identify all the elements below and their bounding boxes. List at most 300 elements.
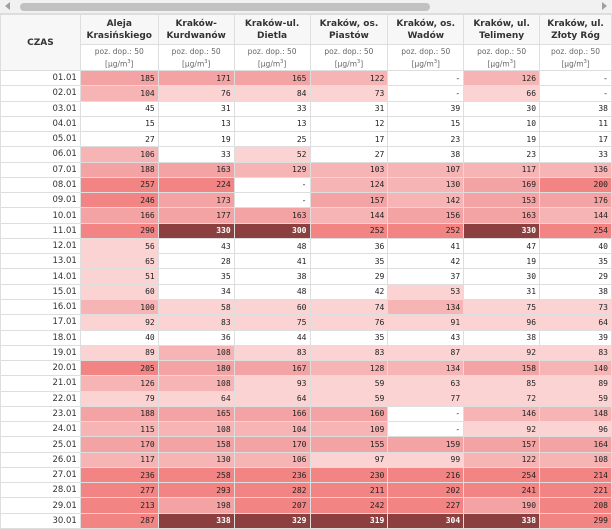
value-cell: 96 (464, 315, 540, 330)
value-cell: 97 (310, 452, 388, 467)
value-cell: 53 (388, 284, 464, 299)
value-cell: 293 (158, 483, 234, 498)
scrollbar-thumb[interactable] (20, 3, 430, 11)
table-row (1, 193, 612, 208)
limit-unit-label: poz. dop.: 50 $[\mu g/m^3]$ (388, 45, 464, 71)
row-date: 23.01 (1, 406, 81, 421)
value-cell: 99 (388, 452, 464, 467)
value-cell: 47 (464, 238, 540, 253)
station-name-line2: Krasińskiego (86, 30, 152, 41)
station-name-line2: Dietla (257, 30, 288, 41)
value-cell: 65 (80, 254, 158, 269)
table-row (1, 132, 612, 147)
station-name-line2: Wadów (407, 30, 445, 41)
table-row (1, 361, 612, 376)
value-cell: 38 (540, 284, 612, 299)
table-row (1, 406, 612, 421)
value-cell: 170 (234, 437, 310, 452)
value-cell: 130 (158, 452, 234, 467)
value-cell: 41 (234, 254, 310, 269)
row-date: 24.01 (1, 422, 81, 437)
value-cell: 126 (464, 71, 540, 86)
value-cell: 48 (234, 238, 310, 253)
row-date: 26.01 (1, 452, 81, 467)
value-cell: 89 (540, 376, 612, 391)
station-name-line2: Kurdwanów (166, 30, 226, 41)
value-cell: 140 (540, 361, 612, 376)
table-row (1, 299, 612, 314)
value-cell: 108 (158, 376, 234, 391)
table-row (1, 315, 612, 330)
value-cell: 126 (80, 376, 158, 391)
value-cell: 64 (540, 315, 612, 330)
value-cell: 39 (540, 330, 612, 345)
row-date: 22.01 (1, 391, 81, 406)
value-cell: 108 (540, 452, 612, 467)
value-cell: 19 (158, 132, 234, 147)
value-cell: 160 (310, 406, 388, 421)
value-cell: 29 (540, 269, 612, 284)
value-cell: 41 (388, 238, 464, 253)
table-row (1, 452, 612, 467)
value-cell: 35 (310, 254, 388, 269)
value-cell: 242 (310, 498, 388, 513)
value-cell: 257 (80, 177, 158, 192)
value-cell: 59 (540, 391, 612, 406)
value-cell: 104 (234, 422, 310, 437)
scroll-right-arrow-icon[interactable] (602, 2, 607, 10)
table-row (1, 467, 612, 482)
row-date: 05.01 (1, 132, 81, 147)
value-cell: - (234, 177, 310, 192)
table-row (1, 376, 612, 391)
table-row (1, 162, 612, 177)
value-cell: 40 (80, 330, 158, 345)
value-cell: 224 (158, 177, 234, 192)
value-cell: 214 (540, 467, 612, 482)
value-cell: 122 (464, 452, 540, 467)
value-cell: 252 (310, 223, 388, 238)
row-date: 18.01 (1, 330, 81, 345)
row-date: 20.01 (1, 361, 81, 376)
table-row (1, 284, 612, 299)
value-cell: 36 (158, 330, 234, 345)
row-date: 06.01 (1, 147, 81, 162)
station-header[interactable] (310, 15, 388, 45)
value-cell: 258 (158, 467, 234, 482)
value-cell: 129 (234, 162, 310, 177)
value-cell: 190 (464, 498, 540, 513)
row-date: 10.01 (1, 208, 81, 223)
row-date: 12.01 (1, 238, 81, 253)
table-row (1, 391, 612, 406)
scroll-left-arrow-icon[interactable] (5, 2, 10, 10)
pollution-table (0, 14, 612, 529)
value-cell: 43 (388, 330, 464, 345)
value-cell: 83 (158, 315, 234, 330)
table-row (1, 177, 612, 192)
value-cell: 64 (158, 391, 234, 406)
station-header[interactable] (80, 15, 158, 45)
value-cell: 290 (80, 223, 158, 238)
value-cell: 43 (158, 238, 234, 253)
value-cell: 27 (80, 132, 158, 147)
value-cell: 144 (540, 208, 612, 223)
value-cell: 17 (540, 132, 612, 147)
value-cell: 166 (234, 406, 310, 421)
value-cell: 221 (540, 483, 612, 498)
value-cell: 33 (540, 147, 612, 162)
value-cell: 173 (158, 193, 234, 208)
value-cell: 277 (80, 483, 158, 498)
value-cell: 36 (310, 238, 388, 253)
value-cell: 100 (80, 299, 158, 314)
value-cell: 236 (234, 467, 310, 482)
station-name-line1: Kraków, os. (396, 18, 456, 29)
table-row (1, 483, 612, 498)
value-cell: 106 (80, 147, 158, 162)
value-cell: 63 (388, 376, 464, 391)
value-cell: 93 (234, 376, 310, 391)
value-cell: 40 (540, 238, 612, 253)
value-cell: - (388, 86, 464, 101)
row-date: 04.01 (1, 116, 81, 131)
table-row (1, 330, 612, 345)
value-cell: 134 (388, 299, 464, 314)
value-cell: 330 (158, 223, 234, 238)
value-cell: 124 (310, 177, 388, 192)
value-cell: 17 (310, 132, 388, 147)
row-date: 17.01 (1, 315, 81, 330)
value-cell: 33 (234, 101, 310, 116)
value-cell: 23 (388, 132, 464, 147)
value-cell: 115 (80, 422, 158, 437)
value-cell: 92 (464, 422, 540, 437)
value-cell: 15 (80, 116, 158, 131)
value-cell: 299 (540, 513, 612, 528)
value-cell: 134 (388, 361, 464, 376)
value-cell: 213 (80, 498, 158, 513)
value-cell: 72 (464, 391, 540, 406)
value-cell: 35 (158, 269, 234, 284)
value-cell: - (388, 406, 464, 421)
value-cell: 185 (80, 71, 158, 86)
value-cell: 31 (158, 101, 234, 116)
station-name-line1: Aleja (106, 18, 132, 29)
value-cell: 83 (310, 345, 388, 360)
value-cell: 155 (310, 437, 388, 452)
row-date: 02.01 (1, 86, 81, 101)
value-cell: 31 (310, 101, 388, 116)
station-name-line1: Kraków- (175, 18, 217, 29)
value-cell: 15 (388, 116, 464, 131)
limit-unit-label: poz. dop.: 50 $[\mu g/m^3]$ (80, 45, 158, 71)
table-row (1, 269, 612, 284)
value-cell: 254 (540, 223, 612, 238)
value-cell: 59 (310, 376, 388, 391)
value-cell: 76 (158, 86, 234, 101)
horizontal-scrollbar[interactable] (0, 0, 612, 14)
value-cell: 83 (540, 345, 612, 360)
value-cell: 44 (234, 330, 310, 345)
value-cell: - (388, 422, 464, 437)
station-name-line2: Telimeny (479, 30, 525, 41)
value-cell: 59 (310, 391, 388, 406)
value-cell: 91 (388, 315, 464, 330)
value-cell: 165 (158, 406, 234, 421)
value-cell: 246 (80, 193, 158, 208)
value-cell: - (540, 86, 612, 101)
value-cell: 109 (310, 422, 388, 437)
value-cell: 180 (158, 361, 234, 376)
value-cell: 330 (464, 223, 540, 238)
value-cell: 338 (464, 513, 540, 528)
value-cell: 163 (464, 208, 540, 223)
row-date: 07.01 (1, 162, 81, 177)
value-cell: 103 (310, 162, 388, 177)
row-date: 27.01 (1, 467, 81, 482)
value-cell: 163 (234, 208, 310, 223)
value-cell: 38 (234, 269, 310, 284)
value-cell: 56 (80, 238, 158, 253)
row-date: 14.01 (1, 269, 81, 284)
value-cell: 188 (80, 406, 158, 421)
station-header[interactable] (464, 15, 540, 45)
value-cell: 329 (234, 513, 310, 528)
value-cell: 188 (80, 162, 158, 177)
value-cell: 200 (540, 177, 612, 192)
value-cell: 77 (388, 391, 464, 406)
value-cell: 157 (310, 193, 388, 208)
value-cell: 148 (540, 406, 612, 421)
value-cell: 73 (540, 299, 612, 314)
value-cell: 89 (80, 345, 158, 360)
value-cell: 108 (158, 422, 234, 437)
station-header[interactable] (158, 15, 234, 45)
row-date: 15.01 (1, 284, 81, 299)
value-cell: 338 (158, 513, 234, 528)
value-cell: 227 (388, 498, 464, 513)
value-cell: 85 (464, 376, 540, 391)
value-cell: 33 (158, 147, 234, 162)
table-row (1, 422, 612, 437)
value-cell: 136 (540, 162, 612, 177)
value-cell: 158 (464, 361, 540, 376)
value-cell: 13 (158, 116, 234, 131)
station-header[interactable] (540, 15, 612, 45)
value-cell: 205 (80, 361, 158, 376)
value-cell: 75 (464, 299, 540, 314)
value-cell: 75 (234, 315, 310, 330)
value-cell: 142 (388, 193, 464, 208)
value-cell: 169 (464, 177, 540, 192)
value-cell: 37 (388, 269, 464, 284)
table-row (1, 71, 612, 86)
value-cell: 23 (464, 147, 540, 162)
value-cell: 92 (464, 345, 540, 360)
value-cell: 10 (464, 116, 540, 131)
column-header-time: CZAS (1, 15, 81, 71)
limit-unit-label: poz. dop.: 50 $[\mu g/m^3]$ (234, 45, 310, 71)
station-name-line1: Kraków, ul. (547, 18, 604, 29)
value-cell: 52 (234, 147, 310, 162)
value-cell: 198 (158, 498, 234, 513)
value-cell: 39 (388, 101, 464, 116)
value-cell: 48 (234, 284, 310, 299)
value-cell: 35 (310, 330, 388, 345)
value-cell: 104 (80, 86, 158, 101)
table-row (1, 345, 612, 360)
value-cell: 144 (310, 208, 388, 223)
row-date: 08.01 (1, 177, 81, 192)
value-cell: 51 (80, 269, 158, 284)
table-row (1, 208, 612, 223)
value-cell: 282 (234, 483, 310, 498)
value-cell: 146 (464, 406, 540, 421)
value-cell: 60 (80, 284, 158, 299)
value-cell: 42 (388, 254, 464, 269)
limit-unit-label: poz. dop.: 50 $[\mu g/m^3]$ (540, 45, 612, 71)
value-cell: 287 (80, 513, 158, 528)
value-cell: 83 (234, 345, 310, 360)
value-cell: 38 (388, 147, 464, 162)
value-cell: 35 (540, 254, 612, 269)
row-date: 29.01 (1, 498, 81, 513)
value-cell: 128 (310, 361, 388, 376)
value-cell: 30 (464, 269, 540, 284)
value-cell: 28 (158, 254, 234, 269)
value-cell: 202 (388, 483, 464, 498)
value-cell: 304 (388, 513, 464, 528)
value-cell: 216 (388, 467, 464, 482)
value-cell: 122 (310, 71, 388, 86)
row-date: 09.01 (1, 193, 81, 208)
value-cell: 254 (464, 467, 540, 482)
value-cell: 300 (234, 223, 310, 238)
value-cell: 164 (540, 437, 612, 452)
value-cell: 87 (388, 345, 464, 360)
value-cell: - (388, 71, 464, 86)
value-cell: 106 (234, 452, 310, 467)
station-name-line1: Kraków, ul. (473, 18, 530, 29)
value-cell: 108 (158, 345, 234, 360)
value-cell: 25 (234, 132, 310, 147)
row-date: 11.01 (1, 223, 81, 238)
station-name-line2: Złoty Róg (551, 30, 600, 41)
value-cell: 236 (80, 467, 158, 482)
table-row (1, 101, 612, 116)
value-cell: 170 (80, 437, 158, 452)
value-cell: 12 (310, 116, 388, 131)
table-row (1, 86, 612, 101)
value-cell: 96 (540, 422, 612, 437)
table-row (1, 437, 612, 452)
value-cell: 319 (310, 513, 388, 528)
value-cell: - (234, 193, 310, 208)
value-cell: 107 (388, 162, 464, 177)
value-cell: 163 (158, 162, 234, 177)
row-date: 13.01 (1, 254, 81, 269)
value-cell: 176 (540, 193, 612, 208)
table-row (1, 513, 612, 528)
value-cell: 31 (464, 284, 540, 299)
value-cell: 167 (234, 361, 310, 376)
station-header[interactable] (234, 15, 310, 45)
value-cell: 30 (464, 101, 540, 116)
limit-unit-label: poz. dop.: 50 $[\mu g/m^3]$ (310, 45, 388, 71)
value-cell: 156 (388, 208, 464, 223)
value-cell: 166 (80, 208, 158, 223)
value-cell: 64 (234, 391, 310, 406)
value-cell: 45 (80, 101, 158, 116)
value-cell: 34 (158, 284, 234, 299)
value-cell: - (540, 71, 612, 86)
value-cell: 207 (234, 498, 310, 513)
value-cell: 84 (234, 86, 310, 101)
value-cell: 158 (158, 437, 234, 452)
value-cell: 117 (80, 452, 158, 467)
value-cell: 58 (158, 299, 234, 314)
value-cell: 79 (80, 391, 158, 406)
value-cell: 92 (80, 315, 158, 330)
value-cell: 177 (158, 208, 234, 223)
value-cell: 74 (310, 299, 388, 314)
value-cell: 241 (464, 483, 540, 498)
value-cell: 19 (464, 254, 540, 269)
value-cell: 73 (310, 86, 388, 101)
row-date: 16.01 (1, 299, 81, 314)
station-header[interactable] (388, 15, 464, 45)
table-row (1, 223, 612, 238)
value-cell: 13 (234, 116, 310, 131)
row-date: 25.01 (1, 437, 81, 452)
value-cell: 66 (464, 86, 540, 101)
value-cell: 11 (540, 116, 612, 131)
table-row (1, 254, 612, 269)
value-cell: 252 (388, 223, 464, 238)
value-cell: 165 (234, 71, 310, 86)
value-cell: 76 (310, 315, 388, 330)
station-name-line2: Piastów (328, 30, 369, 41)
value-cell: 42 (310, 284, 388, 299)
value-cell: 117 (464, 162, 540, 177)
table-row (1, 116, 612, 131)
limit-unit-label: poz. dop.: 50 $[\mu g/m^3]$ (464, 45, 540, 71)
value-cell: 230 (310, 467, 388, 482)
value-cell: 208 (540, 498, 612, 513)
row-date: 21.01 (1, 376, 81, 391)
value-cell: 171 (158, 71, 234, 86)
value-cell: 38 (540, 101, 612, 116)
limit-unit-label: poz. dop.: 50 $[\mu g/m^3]$ (158, 45, 234, 71)
value-cell: 157 (464, 437, 540, 452)
row-date: 03.01 (1, 101, 81, 116)
value-cell: 27 (310, 147, 388, 162)
row-date: 19.01 (1, 345, 81, 360)
value-cell: 211 (310, 483, 388, 498)
table-row (1, 238, 612, 253)
station-name-line1: Kraków-ul. (244, 18, 300, 29)
table-row (1, 498, 612, 513)
row-date: 30.01 (1, 513, 81, 528)
table-row (1, 147, 612, 162)
row-date: 28.01 (1, 483, 81, 498)
value-cell: 38 (464, 330, 540, 345)
row-date: 01.01 (1, 71, 81, 86)
value-cell: 29 (310, 269, 388, 284)
value-cell: 130 (388, 177, 464, 192)
value-cell: 153 (464, 193, 540, 208)
